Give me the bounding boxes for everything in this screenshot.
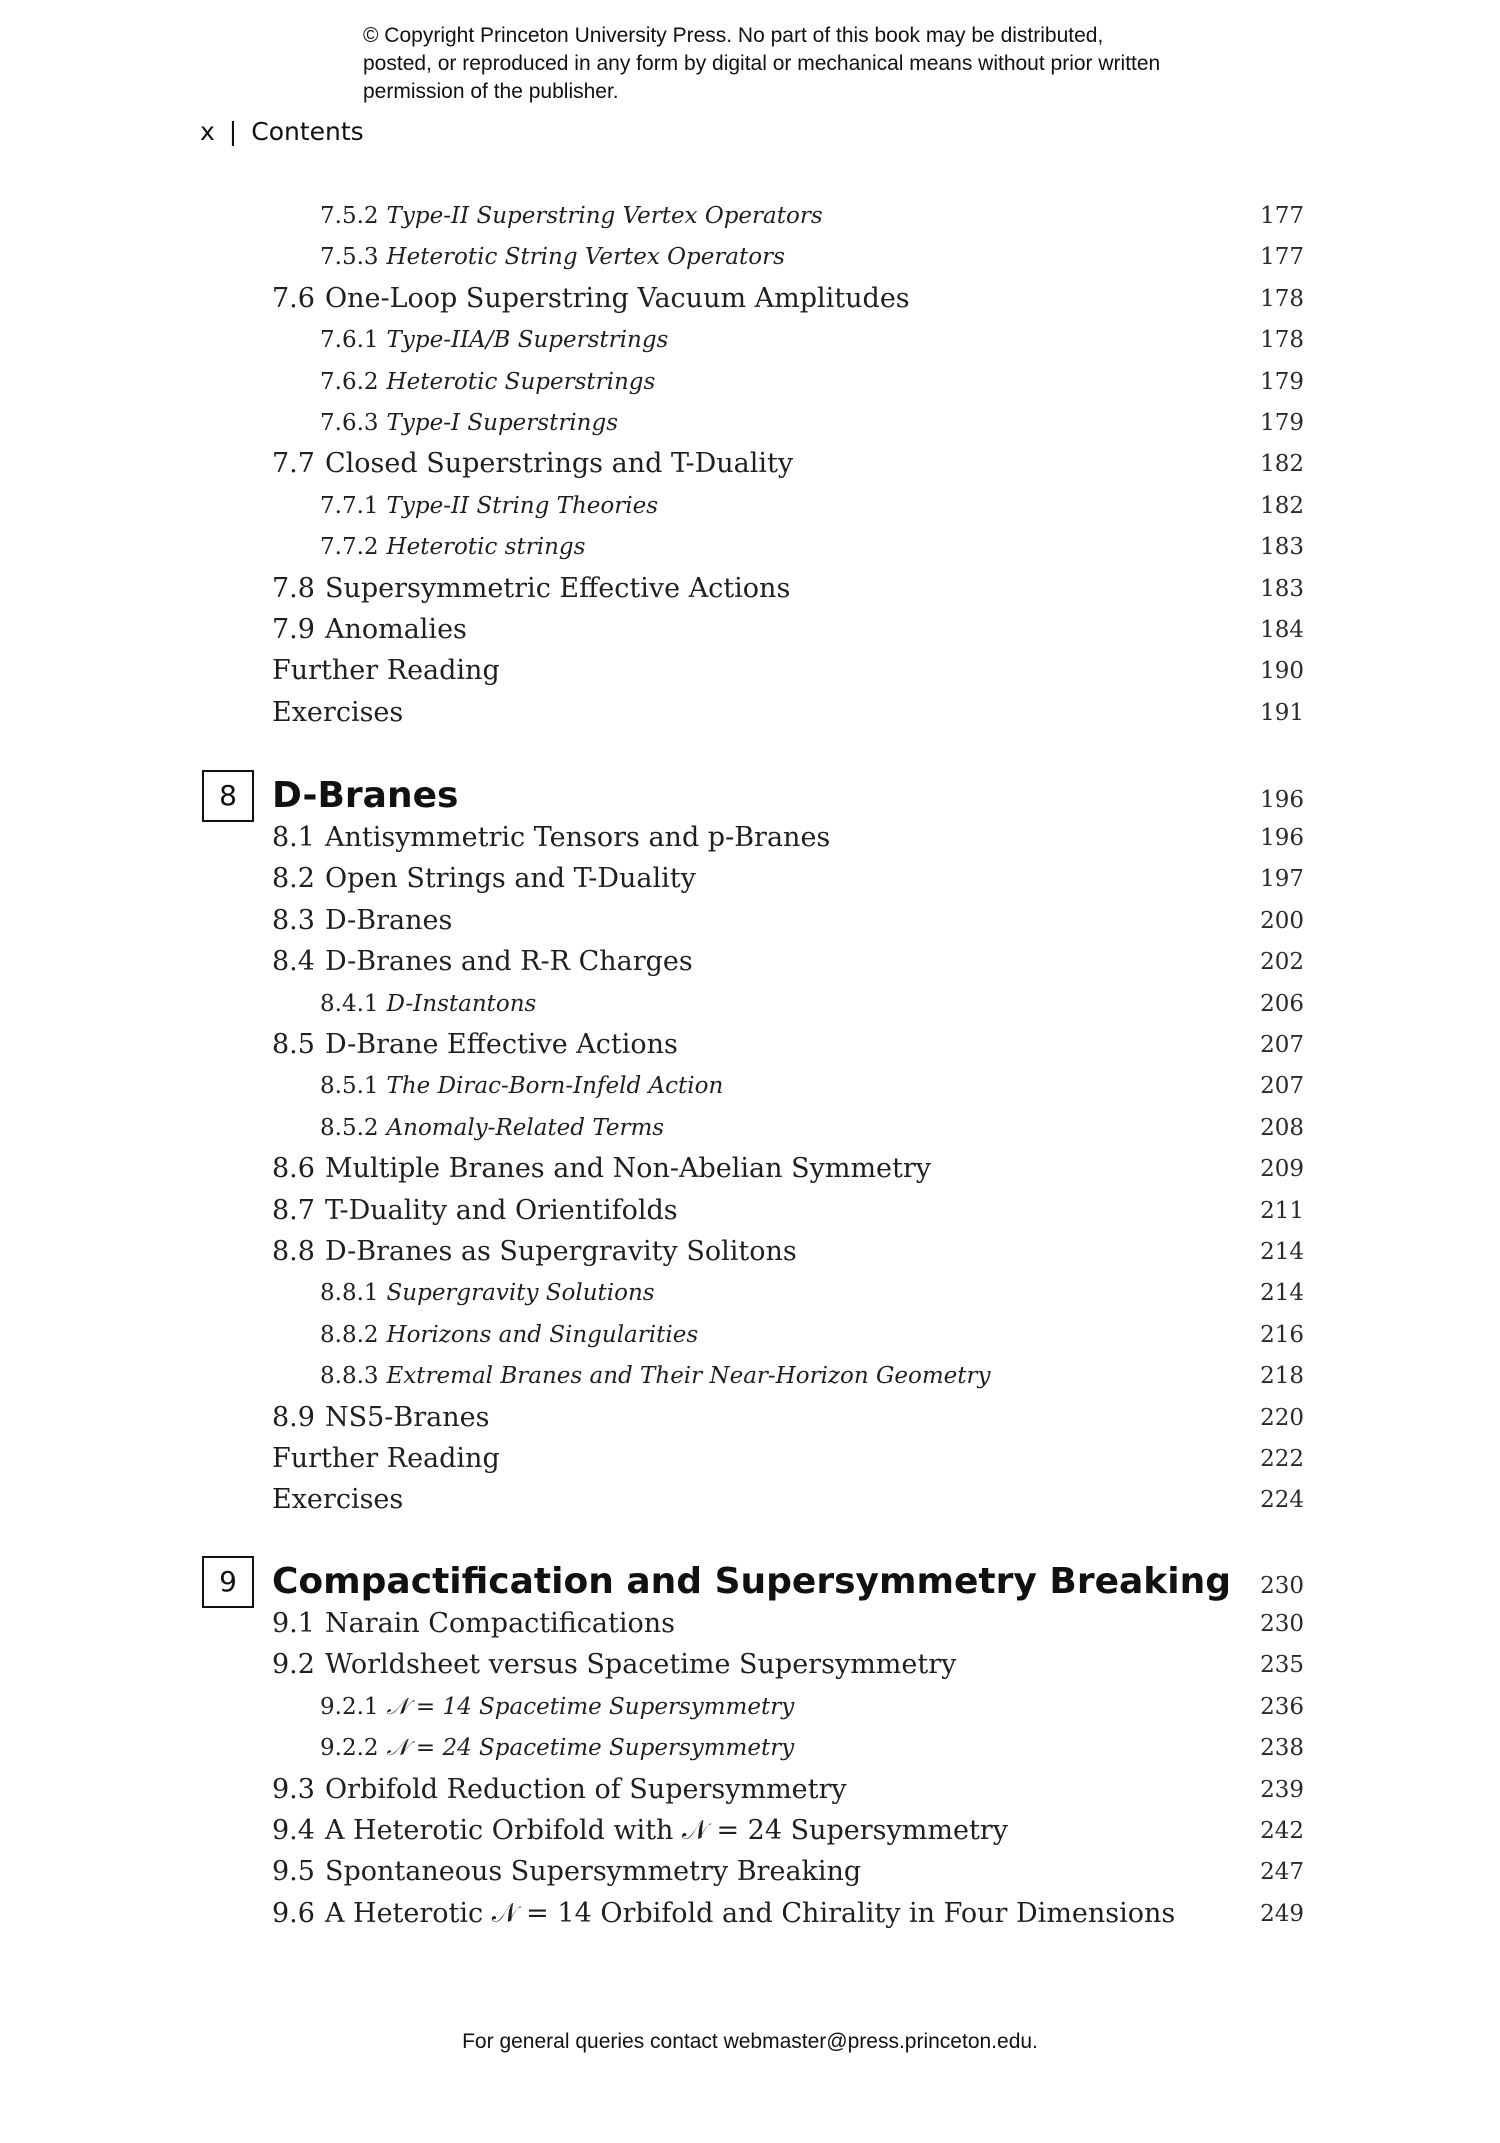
entry-title-group [272, 1811, 1008, 1851]
entry-title-group [320, 1728, 794, 1768]
entry-title-group [320, 1687, 794, 1727]
entry-title-group [320, 320, 668, 360]
entry-title-group [272, 444, 793, 484]
entry-page-number: 206 [1260, 990, 1304, 1017]
entry-title: Further Reading [272, 1443, 500, 1474]
toc-section-entry[interactable] [0, 1811, 1500, 1851]
entry-title-group [320, 1273, 655, 1313]
entry-page-number: 222 [1260, 1446, 1304, 1472]
toc-section-entry[interactable] [0, 1149, 1500, 1189]
toc-subsection-entry[interactable] [0, 486, 1500, 526]
toc-subsection-entry[interactable] [0, 1728, 1500, 1768]
chapter-number-box: 9 [202, 1556, 254, 1608]
toc-section-entry[interactable] [0, 651, 1500, 691]
entry-title: Extremal Branes and Their Near-Horizon Geometry [386, 1363, 991, 1390]
toc-section-entry[interactable] [0, 1604, 1500, 1644]
chapter-number-box: 8 [202, 770, 254, 822]
entry-title-group [272, 1232, 797, 1272]
toc-section-entry[interactable] [0, 610, 1500, 650]
toc-subsection-entry[interactable] [0, 362, 1500, 402]
toc-section-entry[interactable] [0, 1645, 1500, 1685]
entry-page-number: 230 [1260, 1611, 1304, 1637]
entry-title-group [320, 984, 536, 1024]
entry-title: T-Duality and Orientifolds [324, 1194, 678, 1226]
entry-title-group [320, 1315, 698, 1355]
entry-title-group [272, 859, 696, 899]
entry-number: 9.4 [272, 1815, 315, 1846]
entry-page-number: 242 [1260, 1818, 1304, 1844]
entry-number: 8.5 [272, 1029, 315, 1060]
entry-number: 8.4.1 [320, 990, 379, 1017]
entry-page-number: 220 [1260, 1404, 1304, 1431]
entry-number: 8.8.1 [320, 1280, 379, 1307]
entry-number: 7.5.3 [320, 244, 379, 271]
entry-number: 8.6 [272, 1153, 315, 1185]
entry-title-group [320, 1356, 991, 1396]
entry-title: Heterotic Superstrings [386, 368, 656, 395]
entry-title: One-Loop Superstring Vacuum Amplitudes [324, 282, 910, 314]
entry-page-number: 239 [1260, 1776, 1304, 1803]
entry-page-number: 183 [1260, 534, 1304, 561]
entry-number: 7.9 [272, 614, 315, 645]
entry-title: The Dirac-Born-Infeld Action [386, 1073, 724, 1100]
entry-page-number: 209 [1260, 1156, 1304, 1183]
entry-page-number: 191 [1260, 699, 1304, 726]
entry-number: 8.8.3 [320, 1363, 379, 1390]
running-head-label: Contents [251, 117, 364, 146]
toc-section-entry[interactable] [0, 901, 1500, 941]
entry-title-group [272, 1645, 956, 1685]
entry-title-group [272, 942, 693, 982]
entry-title: Narain Compactifications [324, 1608, 676, 1639]
entry-page-number: 178 [1260, 327, 1304, 354]
entry-title: Antisymmetric Tensors and p-Branes [324, 822, 831, 853]
entry-page-number: 247 [1260, 1859, 1304, 1886]
toc-section-entry[interactable] [0, 1232, 1500, 1272]
entry-title-group [272, 1025, 678, 1065]
entry-number: 7.6.1 [320, 327, 379, 354]
entry-title-group [320, 486, 658, 526]
entry-page-number: 214 [1260, 1239, 1304, 1265]
entry-title-group [272, 1439, 500, 1479]
entry-title: Worldsheet versus Spacetime Supersymmetry [324, 1649, 957, 1681]
copyright-notice: © Copyright Princeton University Press. No part of this book may be distributed, posted, or reproduced in any form by digital or mechanical means without prior written permission of the publisher. [363, 24, 1161, 103]
toc-section-entry[interactable] [0, 1025, 1500, 1065]
entry-title-group [320, 403, 618, 443]
entry-title-group [272, 1398, 489, 1438]
toc-subsection-entry[interactable] [0, 1687, 1500, 1727]
entry-page-number: 216 [1260, 1321, 1304, 1348]
entry-title-group [320, 527, 585, 567]
entry-title-group [272, 1480, 403, 1520]
entry-page-number: 182 [1260, 492, 1304, 519]
entry-title: Type-II Superstring Vertex Operators [386, 203, 823, 229]
entry-number: 7.7.2 [320, 534, 379, 561]
entry-number: 7.8 [272, 572, 315, 604]
toc-section-entry[interactable] [0, 444, 1500, 484]
toc-section-entry[interactable] [0, 1852, 1500, 1892]
entry-number: 7.6 [272, 282, 315, 314]
entry-title-group [272, 901, 452, 941]
toc-subsection-entry[interactable] [0, 1066, 1500, 1106]
entry-title-group [272, 279, 910, 319]
entry-number: 8.9 [272, 1401, 315, 1433]
entry-title: Type-IIA/B Superstrings [386, 327, 669, 354]
entry-number: 8.8 [272, 1236, 315, 1267]
entry-number: 9.6 [272, 1897, 315, 1929]
entry-title: 𝒩 = 14 Spacetime Supersymmetry [386, 1693, 795, 1720]
entry-title-group [272, 1191, 678, 1231]
entry-title-group [272, 1770, 847, 1810]
entry-page-number: 207 [1260, 1073, 1304, 1100]
entry-number: 7.5.2 [320, 203, 379, 229]
entry-title: D-Branes as Supergravity Solitons [324, 1236, 797, 1267]
toc-section-entry[interactable] [0, 942, 1500, 982]
toc-subsection-entry[interactable] [0, 527, 1500, 567]
toc-section-entry[interactable] [0, 1480, 1500, 1520]
toc-subsection-entry[interactable] [0, 1273, 1500, 1313]
entry-title-group [320, 196, 823, 236]
entry-title-group [320, 1066, 723, 1106]
entry-page-number: 214 [1260, 1280, 1304, 1307]
entry-title: Exercises [272, 1484, 404, 1516]
entry-number: 8.4 [272, 946, 315, 978]
entry-title-group [272, 1604, 675, 1644]
entry-title: D-Branes and R-R Charges [324, 946, 693, 978]
entry-title-group [272, 1894, 1175, 1934]
entry-page-number: 211 [1260, 1197, 1304, 1224]
footer-contact: For general queries contact webmaster@press.princeton.edu. [462, 2030, 1038, 2053]
entry-page-number: 218 [1260, 1363, 1304, 1390]
toc-subsection-entry[interactable] [0, 1315, 1500, 1355]
entry-title: Supergravity Solutions [386, 1280, 655, 1307]
entry-number: 8.5.2 [320, 1114, 379, 1141]
entry-number: 9.1 [272, 1608, 315, 1639]
toc-subsection-entry[interactable] [0, 403, 1500, 443]
entry-title-group [272, 610, 467, 650]
entry-page-number: 197 [1260, 866, 1304, 893]
entry-title: Orbifold Reduction of Supersymmetry [324, 1773, 847, 1805]
entry-title: D-Branes [324, 904, 453, 936]
entry-title-group [320, 1108, 664, 1148]
toc-subsection-entry[interactable] [0, 1356, 1500, 1396]
toc-section-entry[interactable] [0, 1191, 1500, 1231]
entry-number: 8.1 [272, 822, 315, 853]
entry-title: D-Instantons [386, 990, 537, 1017]
entry-number: 9.5 [272, 1856, 315, 1888]
toc-section-entry[interactable] [0, 859, 1500, 899]
entry-title: Open Strings and T-Duality [324, 863, 696, 895]
entry-title-group [320, 237, 785, 277]
entry-title-group [272, 1149, 931, 1189]
entry-number: 8.7 [272, 1194, 315, 1226]
entry-page-number: 182 [1260, 451, 1304, 478]
entry-title: Heterotic strings [386, 534, 586, 561]
entry-page-number: 207 [1260, 1032, 1304, 1058]
toc-subsection-entry[interactable] [0, 237, 1500, 277]
entry-number: 9.2.2 [320, 1735, 379, 1762]
entry-page-number: 200 [1260, 907, 1304, 934]
chapter-page-number: 196 [1260, 787, 1304, 813]
toc-subsection-entry[interactable] [0, 320, 1500, 360]
entry-title: Supersymmetric Effective Actions [324, 572, 791, 604]
entry-number: 7.6.2 [320, 368, 379, 395]
toc-subsection-entry[interactable] [0, 1108, 1500, 1148]
toc-section-entry[interactable] [0, 1439, 1500, 1479]
entry-page-number: 179 [1260, 410, 1304, 436]
entry-number: 8.5.1 [320, 1073, 379, 1100]
entry-title: Further Reading [272, 655, 500, 687]
entry-title-group [272, 693, 403, 733]
toc-section-entry[interactable] [0, 279, 1500, 319]
entry-title: Type-I Superstrings [386, 410, 619, 436]
entry-title-group [272, 651, 500, 691]
entry-page-number: 208 [1260, 1114, 1304, 1141]
entry-title-group [272, 1852, 861, 1892]
entry-page-number: 202 [1260, 949, 1304, 976]
toc-section-entry[interactable] [0, 818, 1500, 858]
entry-page-number: 238 [1260, 1735, 1304, 1762]
entry-title: A Heterotic Orbifold with 𝒩 = 24 Supersymmetry [324, 1815, 1008, 1846]
entry-title: Heterotic String Vertex Operators [386, 244, 785, 271]
entry-page-number: 184 [1260, 617, 1304, 643]
entry-title: D-Brane Effective Actions [324, 1029, 678, 1060]
entry-title-group [320, 362, 655, 402]
toc-section-entry[interactable] [0, 1398, 1500, 1438]
toc-subsection-entry[interactable] [0, 984, 1500, 1024]
entry-page-number: 179 [1260, 368, 1304, 395]
entry-page-number: 177 [1260, 203, 1304, 229]
entry-title: Anomaly-Related Terms [386, 1114, 665, 1141]
entry-number: 8.2 [272, 863, 315, 895]
toc-subsection-entry[interactable] [0, 196, 1500, 236]
entry-page-number: 249 [1260, 1900, 1304, 1927]
entry-page-number: 177 [1260, 244, 1304, 271]
toc-section-entry[interactable] [0, 1894, 1500, 1934]
toc-section-entry[interactable] [0, 693, 1500, 733]
entry-page-number: 236 [1260, 1693, 1304, 1720]
entry-number: 7.7 [272, 448, 315, 480]
entry-title-group [272, 818, 830, 858]
entry-title: A Heterotic 𝒩 = 14 Orbifold and Chirality in Four Dimensions [324, 1897, 1176, 1929]
entry-title: Exercises [272, 696, 404, 728]
folio: x [200, 117, 215, 146]
entry-title: NS5-Branes [324, 1401, 490, 1433]
entry-title: Spontaneous Supersymmetry Breaking [324, 1856, 862, 1888]
entry-page-number: 235 [1260, 1652, 1304, 1679]
entry-title-group [272, 569, 790, 609]
toc-section-entry[interactable] [0, 569, 1500, 609]
entry-page-number: 196 [1260, 825, 1304, 851]
entry-number: 9.2.1 [320, 1693, 379, 1720]
entry-number: 7.7.1 [320, 492, 379, 519]
entry-title: Closed Superstrings and T-Duality [324, 448, 794, 480]
entry-page-number: 224 [1260, 1487, 1304, 1514]
chapter-page-number: 230 [1260, 1573, 1304, 1599]
toc-section-entry[interactable] [0, 1770, 1500, 1810]
entry-number: 8.8.2 [320, 1321, 379, 1348]
entry-page-number: 183 [1260, 575, 1304, 602]
entry-title: Type-II String Theories [386, 492, 659, 519]
chapter-title: Compactification and Supersymmetry Breaking [272, 1561, 1231, 1602]
entry-title: 𝒩 = 24 Spacetime Supersymmetry [386, 1735, 795, 1762]
entry-page-number: 178 [1260, 285, 1304, 312]
entry-title: Multiple Branes and Non-Abelian Symmetry [324, 1153, 932, 1185]
chapter-title: D-Branes [272, 775, 459, 816]
entry-page-number: 190 [1260, 658, 1304, 685]
entry-number: 8.3 [272, 904, 315, 936]
separator: | [228, 117, 238, 146]
entry-number: 9.3 [272, 1773, 315, 1805]
entry-number: 7.6.3 [320, 410, 379, 436]
entry-title: Anomalies [324, 614, 467, 645]
entry-number: 9.2 [272, 1649, 315, 1681]
entry-title: Horizons and Singularities [386, 1321, 699, 1348]
